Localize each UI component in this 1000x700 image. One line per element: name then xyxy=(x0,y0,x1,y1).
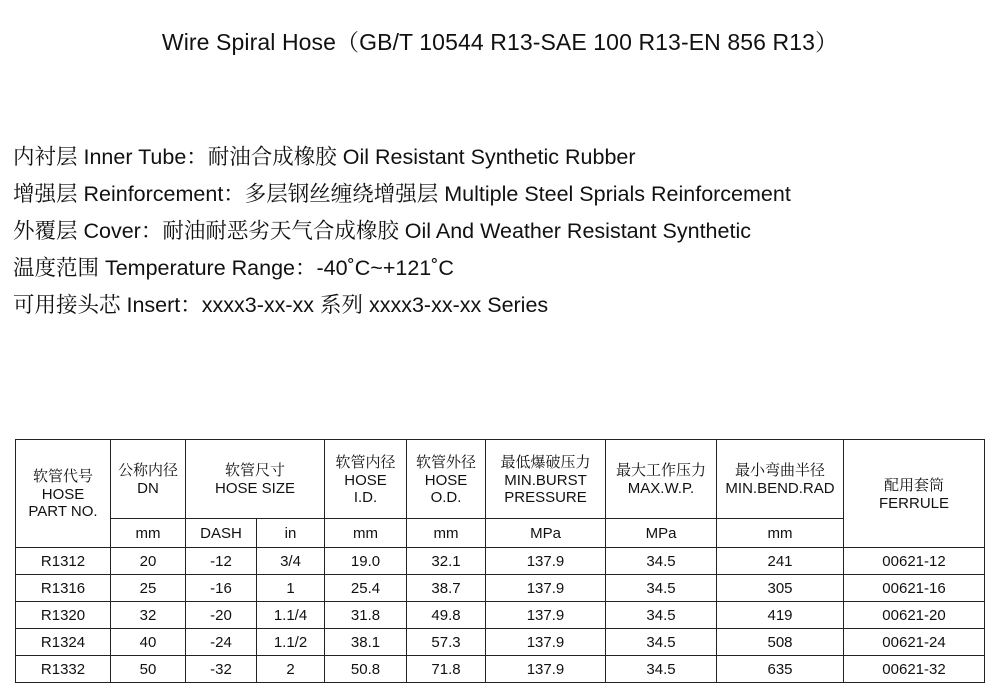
header-cn: 最小弯曲半径 xyxy=(734,461,825,479)
cell-inch: 3/4 xyxy=(257,548,325,575)
cell-id: 38.1 xyxy=(325,629,407,656)
spec-value: 多层钢丝缠绕增强层 Multiple Steel Sprials Reinforcement xyxy=(244,182,791,206)
unit-burst: MPa xyxy=(486,519,606,548)
cell-inch: 2 xyxy=(257,656,325,683)
spec-insert xyxy=(13,287,791,324)
table-row xyxy=(16,575,985,602)
hose-spec-table xyxy=(15,439,985,683)
cell-id: 50.8 xyxy=(325,656,407,683)
header-cn: 软管尺寸 xyxy=(224,461,285,479)
cell-od: 38.7 xyxy=(407,575,486,602)
header-working-pressure xyxy=(606,440,717,519)
cell-inch: 1.1/2 xyxy=(257,629,325,656)
cell-bend: 508 xyxy=(717,629,844,656)
cell-bend: 419 xyxy=(717,602,844,629)
cell-burst: 137.9 xyxy=(486,629,606,656)
header-en: O.D. xyxy=(430,488,462,506)
spec-list xyxy=(13,139,791,324)
cell-dash: -20 xyxy=(186,602,257,629)
cell-part-no: R1316 xyxy=(16,575,111,602)
header-en: HOSE xyxy=(41,486,85,503)
cell-od: 49.8 xyxy=(407,602,486,629)
cell-dn: 32 xyxy=(111,602,186,629)
cell-bend: 241 xyxy=(717,548,844,575)
unit-id: mm xyxy=(325,519,407,548)
cell-wp: 34.5 xyxy=(606,575,717,602)
cell-inch: 1 xyxy=(257,575,325,602)
unit-dn: mm xyxy=(111,519,186,548)
spec-label: 温度范围 Temperature Range： xyxy=(13,256,317,280)
cell-od: 71.8 xyxy=(407,656,486,683)
cell-id: 25.4 xyxy=(325,575,407,602)
header-hose-size xyxy=(186,440,325,519)
cell-dn: 50 xyxy=(111,656,186,683)
cell-dn: 40 xyxy=(111,629,186,656)
cell-burst: 137.9 xyxy=(486,548,606,575)
header-cn: 公称内径 xyxy=(117,461,178,479)
unit-wp: MPa xyxy=(606,519,717,548)
cell-burst: 137.9 xyxy=(486,602,606,629)
cell-od: 57.3 xyxy=(407,629,486,656)
header-id xyxy=(325,440,407,519)
header-en: DN xyxy=(137,480,159,497)
header-en: MIN.BURST xyxy=(504,471,587,489)
cell-dn: 25 xyxy=(111,575,186,602)
cell-wp: 34.5 xyxy=(606,656,717,683)
cell-burst: 137.9 xyxy=(486,575,606,602)
header-en: I.D. xyxy=(353,488,378,506)
unit-od: mm xyxy=(407,519,486,548)
cell-id: 31.8 xyxy=(325,602,407,629)
cell-dash: -16 xyxy=(186,575,257,602)
spec-value: xxxx3-xx-xx 系列 xxxx3-xx-xx Series xyxy=(201,293,549,317)
cell-inch: 1.1/4 xyxy=(257,602,325,629)
table-row xyxy=(16,548,985,575)
spec-temperature xyxy=(13,250,791,287)
spec-label: 可用接头芯 Insert： xyxy=(13,293,202,317)
cell-burst: 137.9 xyxy=(486,656,606,683)
header-en: HOSE SIZE xyxy=(214,480,296,497)
cell-dash: -32 xyxy=(186,656,257,683)
cell-wp: 34.5 xyxy=(606,629,717,656)
spec-label: 增强层 Reinforcement： xyxy=(13,182,245,206)
spec-value: -40˚C~+121˚C xyxy=(316,256,454,280)
table-row xyxy=(16,629,985,656)
table-row xyxy=(16,656,985,683)
unit-bend: mm xyxy=(717,519,844,548)
page-title: Wire Spiral Hose（GB/T 10544 R13-SAE 100 R13-EN 856 R13） xyxy=(161,29,839,55)
cell-dash: -12 xyxy=(186,548,257,575)
spec-value: 耐油合成橡胶 Oil Resistant Synthetic Rubber xyxy=(207,145,636,169)
header-cn: 软管代号 xyxy=(32,467,93,485)
cell-bend: 305 xyxy=(717,575,844,602)
cell-ferrule: 00621-20 xyxy=(844,602,985,629)
cell-id: 19.0 xyxy=(325,548,407,575)
cell-ferrule: 00621-16 xyxy=(844,575,985,602)
cell-part-no: R1320 xyxy=(16,602,111,629)
cell-dn: 20 xyxy=(111,548,186,575)
header-en: MAX.W.P. xyxy=(627,480,695,497)
header-burst-pressure xyxy=(486,440,606,519)
header-cn: 软管外径 xyxy=(415,452,476,471)
header-cn: 最大工作压力 xyxy=(615,461,706,479)
cell-ferrule: 00621-24 xyxy=(844,629,985,656)
header-cn: 软管内径 xyxy=(335,452,396,471)
header-en: PART NO. xyxy=(28,503,98,520)
header-cn: 最低爆破压力 xyxy=(500,452,591,471)
header-en: PRESSURE xyxy=(504,488,587,506)
table-row xyxy=(16,602,985,629)
cell-bend: 635 xyxy=(717,656,844,683)
cell-part-no: R1332 xyxy=(16,656,111,683)
cell-od: 32.1 xyxy=(407,548,486,575)
header-bend-radius xyxy=(717,440,844,519)
cell-wp: 34.5 xyxy=(606,548,717,575)
header-hose-part-no xyxy=(16,440,111,548)
unit-inch: in xyxy=(257,519,325,548)
cell-part-no: R1312 xyxy=(16,548,111,575)
header-cn: 配用套筒 xyxy=(883,475,944,494)
cell-wp: 34.5 xyxy=(606,602,717,629)
header-od xyxy=(407,440,486,519)
cell-ferrule: 00621-12 xyxy=(844,548,985,575)
unit-dash: DASH xyxy=(186,519,257,548)
spec-value: 耐油耐恶劣天气合成橡胶 Oil And Weather Resistant Synthetic xyxy=(162,219,751,243)
spec-cover xyxy=(13,213,791,250)
header-en: HOSE xyxy=(424,471,468,489)
spec-reinforcement xyxy=(13,176,791,213)
header-ferrule xyxy=(844,440,985,548)
cell-ferrule: 00621-32 xyxy=(844,656,985,683)
cell-part-no: R1324 xyxy=(16,629,111,656)
header-dn xyxy=(111,440,186,519)
header-en: FERRULE xyxy=(878,494,949,512)
header-en: MIN.BEND.RAD xyxy=(725,480,835,497)
header-en: HOSE xyxy=(344,471,387,489)
spec-inner-tube xyxy=(13,139,791,176)
cell-dash: -24 xyxy=(186,629,257,656)
spec-label: 内衬层 Inner Tube： xyxy=(13,145,208,169)
spec-label: 外覆层 Cover： xyxy=(13,219,163,243)
